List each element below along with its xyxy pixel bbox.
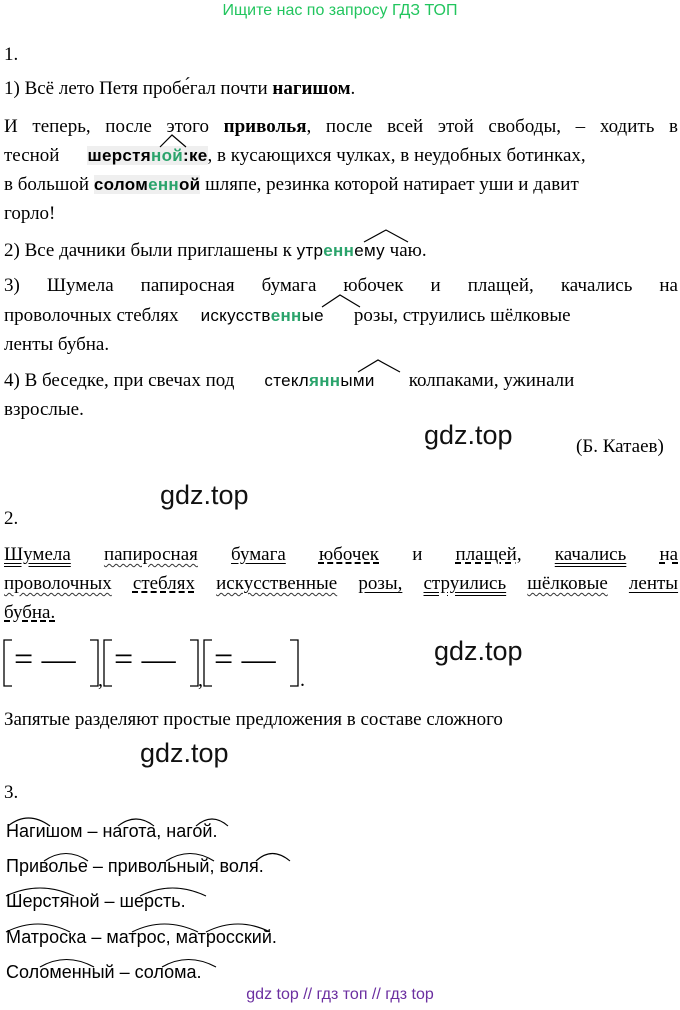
author: (Б. Катаев) bbox=[576, 436, 664, 457]
section-2-number: 2. bbox=[4, 508, 19, 529]
sentence-2-line-1: И теперь, после этого приволья, после всей этой свободы, – ходить в bbox=[4, 116, 678, 137]
watermark: gdz.top bbox=[140, 738, 229, 768]
root-arc bbox=[206, 924, 270, 932]
schema-part-1: = — bbox=[14, 641, 76, 678]
word-iskusstvennye: искусственные bbox=[200, 306, 324, 325]
sentence-2-line-3: в большой соломенной шляпе, резинка которой натирает уши и давит bbox=[4, 174, 579, 195]
word-family-line: Приволье – привольный, воля. bbox=[6, 856, 264, 876]
predicate: струились bbox=[423, 573, 507, 594]
sentence-5-line-2: взрослые. bbox=[4, 399, 84, 420]
word-steklyannymi: стеклянными bbox=[264, 371, 375, 390]
attribute: шёлковые bbox=[527, 573, 608, 594]
word-nagishom: нагишом bbox=[272, 78, 351, 99]
sentence-5-line-1: 4) В беседке, при свечах под стеклянными колпаками, ужинали bbox=[4, 370, 575, 391]
word-privolya: приволья bbox=[223, 116, 307, 137]
conjunction: и bbox=[412, 544, 423, 565]
section-1-number: 1. bbox=[4, 44, 19, 65]
complement: плащей, bbox=[455, 544, 522, 565]
root-arc bbox=[140, 888, 206, 896]
watermark: gdz.top bbox=[424, 420, 513, 450]
schema-comma: , bbox=[198, 669, 203, 691]
sentence-2-line-4: горло! bbox=[4, 203, 56, 224]
word-family-line: Матроска – матрос, матросский. bbox=[6, 927, 277, 947]
word-utrennemu: утреннему bbox=[296, 241, 385, 260]
root-arc bbox=[118, 819, 154, 826]
root-arc bbox=[132, 924, 198, 932]
section-3-number: 3. bbox=[4, 782, 19, 803]
sentence-2-line-2: тесной шерстяной:ке, в кусающихся чулках, в неудобных ботинках, bbox=[4, 145, 586, 166]
sentence-3: 2) Все дачники были приглашены к утреннему чаю. bbox=[4, 240, 427, 261]
watermark: gdz.top bbox=[434, 636, 523, 666]
explanation: Запятые разделяют простые предложения в составе сложного bbox=[4, 709, 503, 730]
schema-part-3: = — bbox=[214, 641, 276, 678]
sentence-1: 1) Всё лето Петя пробе́гал почти нагишом. bbox=[4, 78, 356, 99]
root-arc bbox=[166, 854, 214, 862]
watermark: gdz.top bbox=[160, 480, 249, 510]
root-arc bbox=[40, 960, 94, 968]
schema-period: . bbox=[300, 669, 305, 691]
preposition: на bbox=[659, 544, 679, 565]
word-family-line: Нагишом – нагота, нагой. bbox=[6, 821, 218, 841]
sentence-4-line-3: ленты бубна. bbox=[4, 334, 110, 355]
subject: бумага bbox=[231, 544, 286, 565]
schema-part-2: = — bbox=[114, 641, 176, 678]
predicate: Шумела bbox=[4, 544, 71, 565]
sentence-4-line-2: проволочных стеблях искусственные розы, струились шёлковые bbox=[4, 305, 571, 326]
root-arc bbox=[6, 888, 74, 896]
root-arc bbox=[162, 960, 216, 968]
complement: юбочек bbox=[318, 544, 380, 565]
word-sherstyanoy: шерстяной:ке bbox=[87, 146, 208, 165]
word-family-line: Соломенный – солома. bbox=[6, 962, 202, 982]
predicate: качались bbox=[554, 544, 627, 565]
root-arc bbox=[6, 924, 70, 932]
root-arc bbox=[196, 819, 228, 826]
footer-links[interactable]: gdz top // гдз топ // гдз top bbox=[246, 986, 434, 1003]
word-family-line: Шерстяной – шерсть. bbox=[6, 891, 186, 911]
word-solomennoy: соломенной bbox=[93, 175, 201, 194]
schema-comma: , bbox=[98, 669, 103, 691]
sentence-4-line-1: 3) Шумела папиросная бумага юбочек и плащей, качались на bbox=[4, 275, 678, 296]
subject: розы, bbox=[358, 573, 403, 594]
attribute: папиросная bbox=[103, 544, 198, 565]
subject: ленты bbox=[628, 573, 679, 594]
attribute: искусственные bbox=[216, 573, 338, 594]
root-arc bbox=[256, 854, 290, 862]
search-banner[interactable]: Ищите нас по запросу ГДЗ ТОП bbox=[222, 2, 458, 19]
adverbial: стеблях bbox=[132, 573, 195, 594]
root-arc bbox=[44, 854, 88, 862]
complement: бубна. bbox=[4, 602, 56, 623]
attribute: проволочных bbox=[4, 573, 112, 594]
root-arc bbox=[8, 818, 50, 826]
